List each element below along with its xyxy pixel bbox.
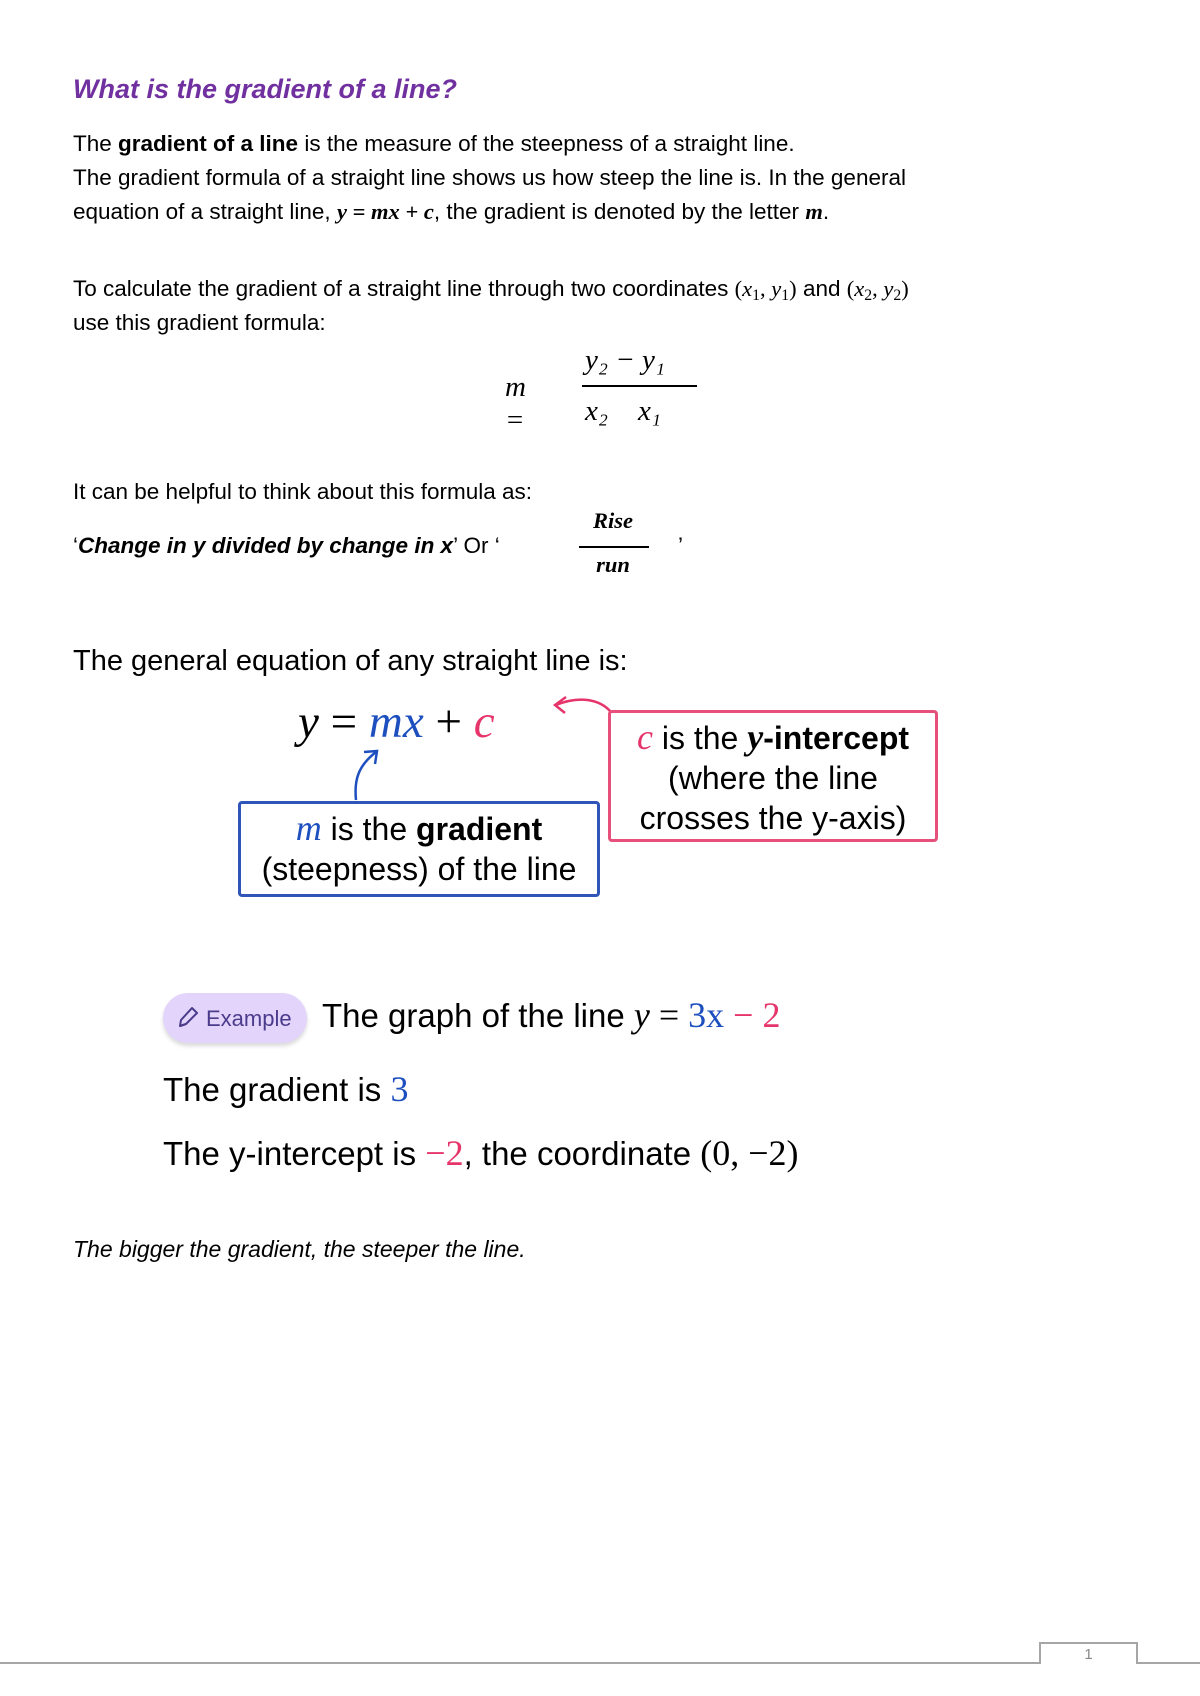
coordinates-sentence-2: use this gradient formula: [73,310,326,335]
intro-paragraph-2b: equation of a straight line, y = mx + c, the gradient is denoted by the letter m. [73,199,830,224]
formula-denominator: x₂ x₁ [585,395,661,427]
general-equation-intro: The general equation of any straight line is: [73,645,628,677]
example-graph-line: The graph of the line y = 3x − 2 [322,995,781,1035]
formula-numerator: y₂ − y₁ [585,344,665,376]
general-equation: y = mx + c [298,696,495,748]
helpful-text: It can be helpful to think about this formula as: [73,479,533,504]
example-badge: Example [163,993,307,1043]
change-quote: ‘Change in y divided by change in x’ Or ‘ [73,533,500,558]
closing-note: The bigger the gradient, the steeper the line. [73,1236,526,1262]
page-number: 1 [1039,1642,1138,1664]
intercept-callout: c is the y-intercept (where the line crosses the y-axis) [608,710,938,842]
formula-lhs: m = [505,371,526,436]
example-gradient-line: The gradient is 3 [163,1069,409,1109]
rise-over-run: Rise run [548,508,678,578]
gradient-callout: m is the gradient (steepness) of the line [238,801,600,897]
coordinates-sentence: To calculate the gradient of a straight line through two coordinates ($x_1$, $y_1$) and ($x_2$, $y_2$) [73,276,909,304]
page-title: What is the gradient of a line? [73,74,458,104]
footer-rule [0,1662,1200,1664]
example-intercept-line: The y-intercept is −2, the coordinate (0, −2) [163,1133,799,1173]
pencil-icon [177,1005,199,1029]
rise-run-line: ‘Change in y divided by change in x’ Or ‘ Rise run ’ [73,508,683,577]
arrow-to-c-head [555,697,566,713]
intro-paragraph-2a: The gradient formula of a straight line shows us how steep the line is. In the general [73,165,906,190]
arrow-to-m [356,752,376,800]
intro-paragraph-1: The gradient of a line is the measure of the steepness of a straight line. [73,131,795,156]
arrow-to-c [556,700,610,711]
